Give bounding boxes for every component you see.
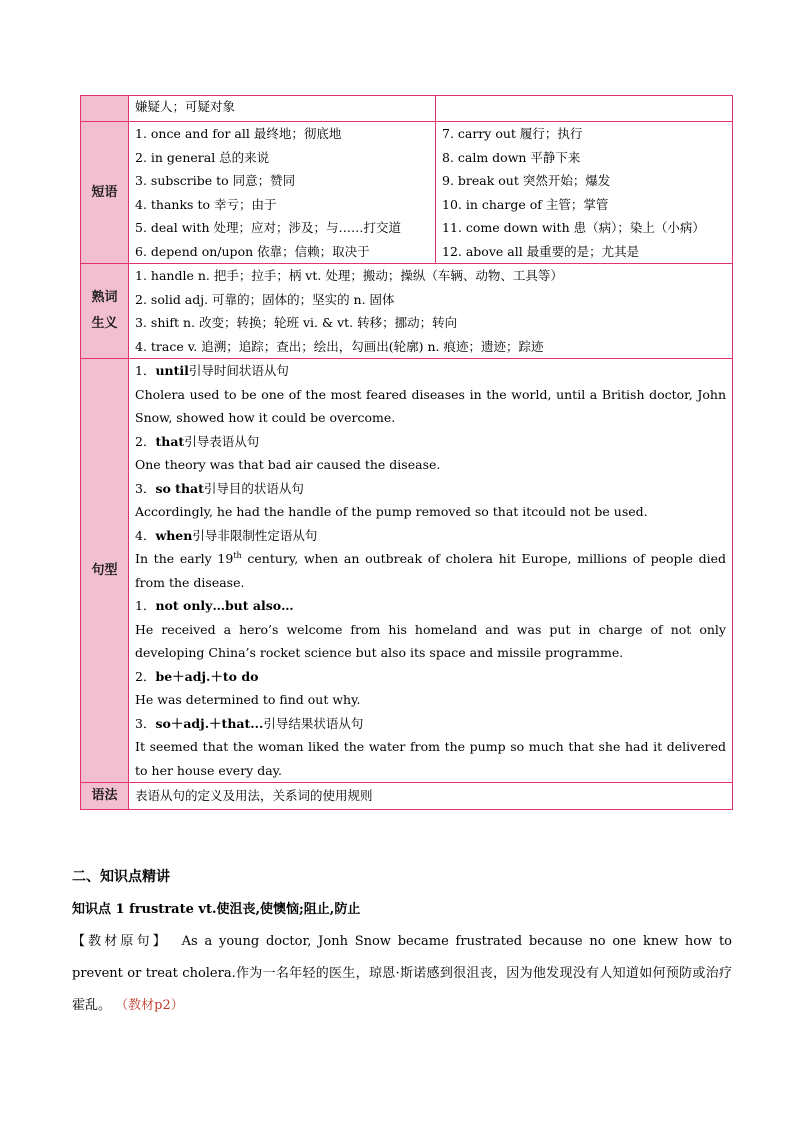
example-sentence: Cholera used to be one of the most feared diseases in the world, until a British doctor, John Snow, showed how it could be overcome. bbox=[135, 386, 726, 425]
list-item: 2. in general 总的来说 bbox=[135, 149, 270, 165]
familiar-label-2: 生义 bbox=[91, 316, 118, 331]
list-item: 3. subscribe to 同意；赞同 bbox=[135, 173, 296, 188]
pattern-keyword: so＋adj.＋that... bbox=[155, 715, 264, 731]
pattern-number: 4． bbox=[135, 527, 156, 543]
pattern-keyword: until bbox=[155, 363, 189, 378]
list-item: 9. break out 突然开始；爆发 bbox=[442, 173, 611, 188]
source-tag: 【教材原句】 bbox=[72, 934, 169, 949]
pattern-heading bbox=[135, 712, 726, 736]
top-row-empty bbox=[436, 96, 733, 122]
pattern-desc: 引导表语从句 bbox=[184, 433, 260, 449]
sentence-cell bbox=[129, 359, 733, 783]
pattern-heading bbox=[135, 430, 726, 454]
list-item: 6. depend on/upon 依靠；信赖；取决于 bbox=[135, 243, 370, 259]
list-item: 10. in charge of 主管；掌管 bbox=[442, 196, 609, 212]
row-label-empty bbox=[81, 96, 129, 122]
pattern-number: 3． bbox=[135, 715, 156, 731]
pattern-desc: 引导时间状语从句 bbox=[188, 363, 289, 378]
table-row bbox=[81, 359, 733, 783]
phrases-left-cell bbox=[129, 122, 436, 264]
example-part: century, when an outbreak of cholera hit Europe, millions of people died from the disease. bbox=[135, 551, 727, 590]
phrases-label: 短语 bbox=[91, 184, 118, 200]
example-part: In the early 19 bbox=[135, 551, 234, 566]
list-item: 1. handle n. 把手；拉手；柄 vt. 处理；搬动；操纵（车辆、动物、工具等） bbox=[135, 268, 563, 283]
pattern-heading bbox=[135, 524, 726, 548]
pattern-keyword: not only…but also… bbox=[155, 598, 294, 613]
example-sentence bbox=[135, 547, 726, 594]
list-item: 11. come down with 患（病）；染上（小病） bbox=[442, 220, 705, 235]
pattern-heading bbox=[135, 594, 726, 618]
list-item: 2. solid adj. 可靠的；固体的；坚实的 n. 固体 bbox=[135, 291, 395, 307]
list-item: 1. once and for all 最终地；彻底地 bbox=[135, 126, 342, 141]
vocab-table bbox=[80, 95, 733, 810]
row-label-sentence bbox=[81, 359, 129, 783]
list-item: 12. above all 最重要的是；尤其是 bbox=[442, 243, 640, 259]
list-item: 4. thanks to 幸亏；由于 bbox=[135, 196, 277, 212]
row-label-grammar bbox=[81, 783, 129, 810]
table-row bbox=[81, 122, 733, 264]
knowledge-point-heading: 知识点 1 frustrate vt.使沮丧,使懊恼;阻止,防止 bbox=[72, 902, 361, 917]
list-item: 7. carry out 履行；执行 bbox=[442, 126, 583, 141]
pattern-desc: 引导目的状语从句 bbox=[203, 480, 304, 496]
pattern-number: 1． bbox=[135, 598, 156, 613]
pattern-desc: 引导非限制性定语从句 bbox=[192, 527, 318, 543]
example-sentence: He was determined to find out why. bbox=[135, 692, 361, 707]
example-sentence: He received a hero’s welcome from his homeland and was put in charge of not only developing China’s rocket science but also its space and missile programme. bbox=[135, 621, 726, 660]
pattern-number: 2． bbox=[135, 668, 156, 684]
familiar-label-1: 熟词 bbox=[91, 290, 118, 305]
table-row bbox=[81, 783, 733, 810]
pattern-keyword: that bbox=[155, 433, 185, 449]
pattern-number: 2． bbox=[135, 433, 156, 449]
example-sentence: One theory was that bad air caused the disease. bbox=[135, 457, 441, 472]
phrases-right-cell bbox=[436, 122, 733, 264]
pattern-keyword: so that bbox=[155, 480, 204, 496]
sentence-label: 句型 bbox=[91, 562, 118, 578]
list-item: 8. calm down 平静下来 bbox=[442, 149, 581, 165]
superscript: th bbox=[233, 550, 242, 560]
list-item: 5. deal with 处理；应对；涉及；与……打交道 bbox=[135, 220, 401, 235]
source-ref: （教材p2） bbox=[115, 998, 184, 1013]
grammar-cell: 表语从句的定义及用法，关系词的使用规则 bbox=[129, 783, 733, 810]
row-label-familiar bbox=[81, 264, 129, 359]
row-label-phrases bbox=[81, 122, 129, 264]
pattern-number: 1． bbox=[135, 363, 156, 378]
pattern-desc: 引导结果状语从句 bbox=[263, 715, 364, 731]
list-item: 3. shift n. 改变；转换；轮班 vi. & vt. 转移；挪动；转向 bbox=[135, 315, 458, 330]
example-sentence: It seemed that the woman liked the water from the pump so much that she had it delivered to her house every day. bbox=[135, 739, 726, 778]
familiar-cell bbox=[129, 264, 733, 359]
source-text: As a young doctor, Jonh Snow became frustrated because no one knew how to prevent or treat cholera.作为一名年轻的医生，琼恩·斯诺感到很沮丧，因为他发现没有人知道如何预防或治疗霍乱。 bbox=[72, 934, 732, 1013]
pattern-heading bbox=[135, 359, 726, 383]
table-row bbox=[81, 96, 733, 122]
list-item: 4. trace v. 追溯；追踪；查出；绘出，勾画出(轮廓) n. 痕迹；遗迹；踪迹 bbox=[135, 338, 544, 354]
grammar-label: 语法 bbox=[91, 788, 118, 803]
source-paragraph bbox=[72, 926, 732, 1022]
pattern-keyword: be＋adj.＋to do bbox=[155, 668, 259, 684]
table-row bbox=[81, 264, 733, 359]
pattern-heading bbox=[135, 477, 726, 501]
top-row-text: 嫌疑人；可疑对象 bbox=[129, 96, 436, 122]
example-sentence: Accordingly, he had the handle of the pump removed so that itcould not be used. bbox=[135, 504, 648, 519]
pattern-heading bbox=[135, 665, 726, 689]
pattern-number: 3． bbox=[135, 480, 156, 496]
section-title: 二、知识点精讲 bbox=[72, 869, 170, 885]
pattern-keyword: when bbox=[155, 527, 193, 543]
